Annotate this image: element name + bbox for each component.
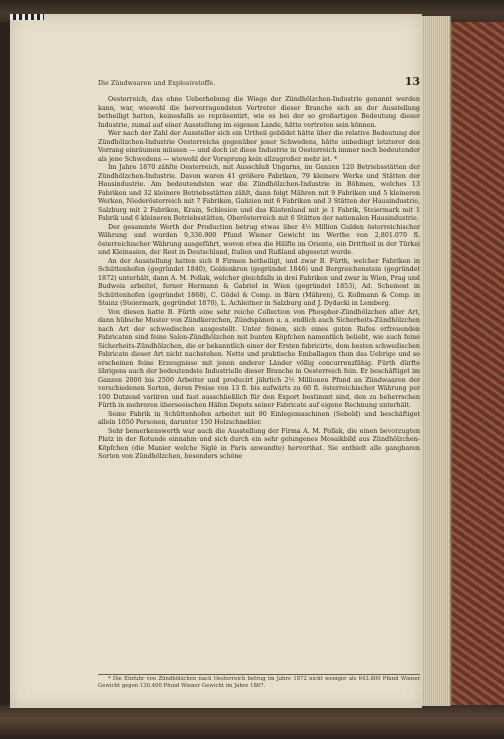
calibration-scale	[10, 14, 44, 20]
paragraph: Seine Fabrik in Schüttenhofen arbeitet mit 80 Einlegemaschinen (Sebold) und beschäftiget allein 1050 Personen, darunter 150 Holzschnebler.	[98, 410, 420, 426]
paragraph: Von diesen hatte B. Fürth eine sehr reiche Collection von Phosphor-Zündhölzchen aller Art, dann hübsche Muster von Zündkerzchen, Zündspänen u. a. endlich auch Sicherheits-Zündhölzchen nach Art der schwedischen ausgestellt. Unter feinen, sich eines guten Rufes erfreuenden Fabricaten sind feine Salon-Zündhölzchen mit bunten Köpfchen namentlich beliebt, wie auch feine Sicherheits-Zündhölzchen, die er bekanntlich einer der Ersten fabricirte, dem besten schwedischen Fabricate dieser Art nicht nachstehen. Nette und praktische Emballagen thun das Uebrige und so erscheinen feine Erzeugnisse mit jenen anderer Länder völlig concurrenzfähig. Fürth dürfte übrigens auch der bedeutendste Industrielle dieser Branche in Oesterreich fein. Er beschäftiget im Ganzen 2000 bis 2500 Arbeiter und producirt jährlich 2½ Millionen Pfund an Zündwaaren der verschiedenen Sorten, deren Preise von 13 fl. bis aufwärts zu 60 fl. österreichischer Währung per 100 Dutzend variiren und fast ausschließlich für den Export bestimmt sind, den zu beherrschen Fürth in mehreren überseeischen Häfen Depots seiner Fabricate auf eigene Rechnung unterhält.	[98, 308, 420, 409]
paragraph: Im Jahre 1870 zählte Oesterreich, mit Ausschluß Ungarns, im Ganzen 120 Betriebsstätten der Zündhölzchen-Industrie. Davon waren 41 größere Fabriken, 79 kleinere Werke und Stätten der Hausindustrie. Am bedeutendsten war die Zündhölzchen-Industrie in Böhmen, welches 13 Fabriken und 32 kleinere Betriebsstätten zählt, dann folgt Mähren mit 9 Fabriken und 5 kleineren Werken, Niederösterreich mit 7 Fabriken, Galizien mit 6 Fabriken und 3 Stätten der Hausindustrie, Salzburg mit 2 Fabriken, Krain, Schlesien und das Küstenland mit je 1 Fabrik, Steiermark mit 1 Fabrik und 6 kleineren Betriebsstätten, Oberösterreich mit 6 Stätten der nationalen Hausindustrie.	[98, 164, 420, 222]
paragraph: Wer nach der Zahl der Aussteller sich ein Urtheil gebildet hätte über die relative Bedeutung der Zündhölzchen-Industrie Oesterreichs gegenüber jener Schwedens, hätte unbedingt letzterer den Vorrang einräumen müssen — und doch ist diese Industrie in Oesterreich immer noch bedeutender als jene Schwedens — wiewohl der Vorsprung kein allzugroßer mehr ist. *	[98, 130, 420, 163]
marbled-endpaper	[452, 0, 504, 739]
page-stack-edges	[420, 16, 451, 706]
body-text	[98, 96, 420, 462]
page-header	[98, 75, 420, 93]
book-cover-left-edge	[0, 0, 10, 739]
paragraph: Der gesammte Werth der Production betrug etwas über 4½ Million Gulden österreichischer Währung und wurden 9,336.900 Pfund Wiener Gewicht im Werthe von 2,801.070 fl. österreichischer Währung ausgeführt, wovon etwa die Hälfte im Oriente, ein Drittheil in der Türkei und Kleinasien, der Rest in Deutschland, Italien und Rußland abgesetzt wurde.	[98, 223, 420, 256]
book-cover-bottom-edge	[0, 705, 504, 739]
footnote: * Die Einfuhr von Zündhölzchen nach Oesterreich betrug im Jahre 1872 nicht weniger als 643.800 Pfund Wiener Gewicht gegen 130.400 Pfund Wiener Gewicht im Jahre 1867.	[98, 676, 420, 689]
running-head: Die Zündwaaren und Explosivstoffe.	[98, 80, 216, 87]
paragraph: Oesterreich, das ohne Ueberhebung die Wiege der Zündhölzchen-Industrie genannt werden kann, war, wiewohl die hervorragendsten Vertreter dieser Branche sich an der Ausstellung betheiligt hatten, keinesfalls so repräsentirt, wie es bei der so großartigen Bedeutung dieser Industrie, zumal auf einer Ausstellung im eigenen Lande, hätte vertreten sein können.	[98, 96, 420, 129]
page-number: 13	[404, 75, 420, 88]
footnote-rule	[98, 674, 420, 675]
paragraph: An der Ausstellung hatten sich 8 Firmen betheiligt, und zwar B. Fürth, welcher Fabriken in Schüttenhofen (gegründet 1840), Goldenkron (gegründet 1846) und Bergreichenstein (gegründet 1872) unterhält, dann A. M. Pollak, welcher gleichfalls in drei Fabriken und zwar in Wien, Prag und Budweis arbeitet, ferner Hermann & Gabriel in Wien (gegründet 1853), Ad. Scheinost in Schüttenhofen (gegründet 1868), C. Gödel & Comp. in Bärn (Mähren), G. Kollmann & Comp. in Stainz (Steiermark, gegründet 1870), L. Achleitner in Salzburg und J. Dydacki in Lemberg.	[98, 257, 420, 307]
paragraph: Sehr bemerkenswerth war auch die Ausstellung der Firma A. M. Pollak, die einen bevorzugten Platz in der Rotunde einnahm und sich durch ein sehr gelungenes Mosaikbild aus Zündhölzchen-Köpfchen (die Manier welche Siglé in Paris anwandte) hervorthat. Sie enthielt alle gangbaren Sorten von Zündhölzchen, besonders schöne	[98, 427, 420, 460]
